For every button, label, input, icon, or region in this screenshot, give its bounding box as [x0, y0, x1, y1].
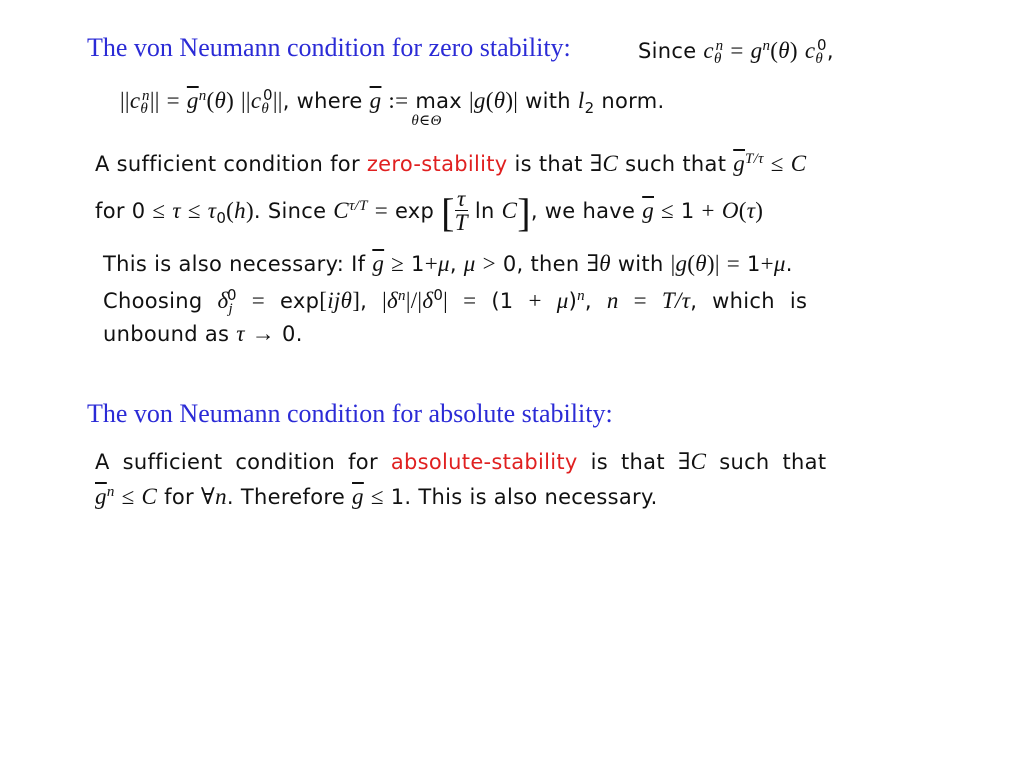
absolute-sufficient-prefix: A sufficient condition for: [95, 450, 391, 474]
absolute-stability-highlight: absolute-stability: [390, 450, 578, 474]
necessary-line-3: unbound as τ → 0.: [103, 321, 303, 346]
zero-stability-highlight: zero-stability: [366, 152, 508, 176]
since-equation: Since $c_\theta^n = g^n(\theta)$ $c_\theta^0$,: [638, 36, 834, 68]
zero-continuation-line: for $0 \le \tau \le \tau_0(h)$. Since $C^{\tau/T} = \exp$ [ $\frac{\tau}{T}$ ln C], we have $\overline{g} \le 1 + O(\tau)$: [95, 186, 764, 235]
zero-sufficient-line: A sufficient condition for zero-stability is that ∃C such that $\overline{g}^{T/\tau} \le C$: [95, 151, 807, 176]
necessary-line-1: This is also necessary: If $\overline{g} \ge 1+\mu$, μ > 0, then ∃θ with |g(θ)| = 1+μ.: [103, 251, 793, 276]
absolute-continuation-line: $\overline{g}^n \le C$ for ∀n. Therefore $\overline{g} \le 1$. This is also necessary.: [95, 484, 658, 509]
section-heading-absolute-stability: The von Neumann condition for absolute stability:: [87, 399, 613, 428]
norm-equation: $||c_\theta^n|| = \overline{g}^n(\theta)$ $||c_\theta^0||$, where $\overline{g}$ := max θ∈Θ |g(θ)| with $l_2$ norm.: [120, 86, 665, 129]
section-heading-zero-stability: The von Neumann condition for zero stability:: [87, 33, 571, 62]
necessary-line-2: Choosing $\delta_j^0 = \exp[ij\theta]$, $|\delta^n|/|\delta^0| = (1 + \mu)^n$, n = T/τ, which is: [103, 286, 808, 318]
absolute-sufficient-line: A sufficient condition for absolute-stability is that ∃C such that: [95, 449, 827, 474]
zero-sufficient-prefix: A sufficient condition for: [95, 152, 367, 176]
